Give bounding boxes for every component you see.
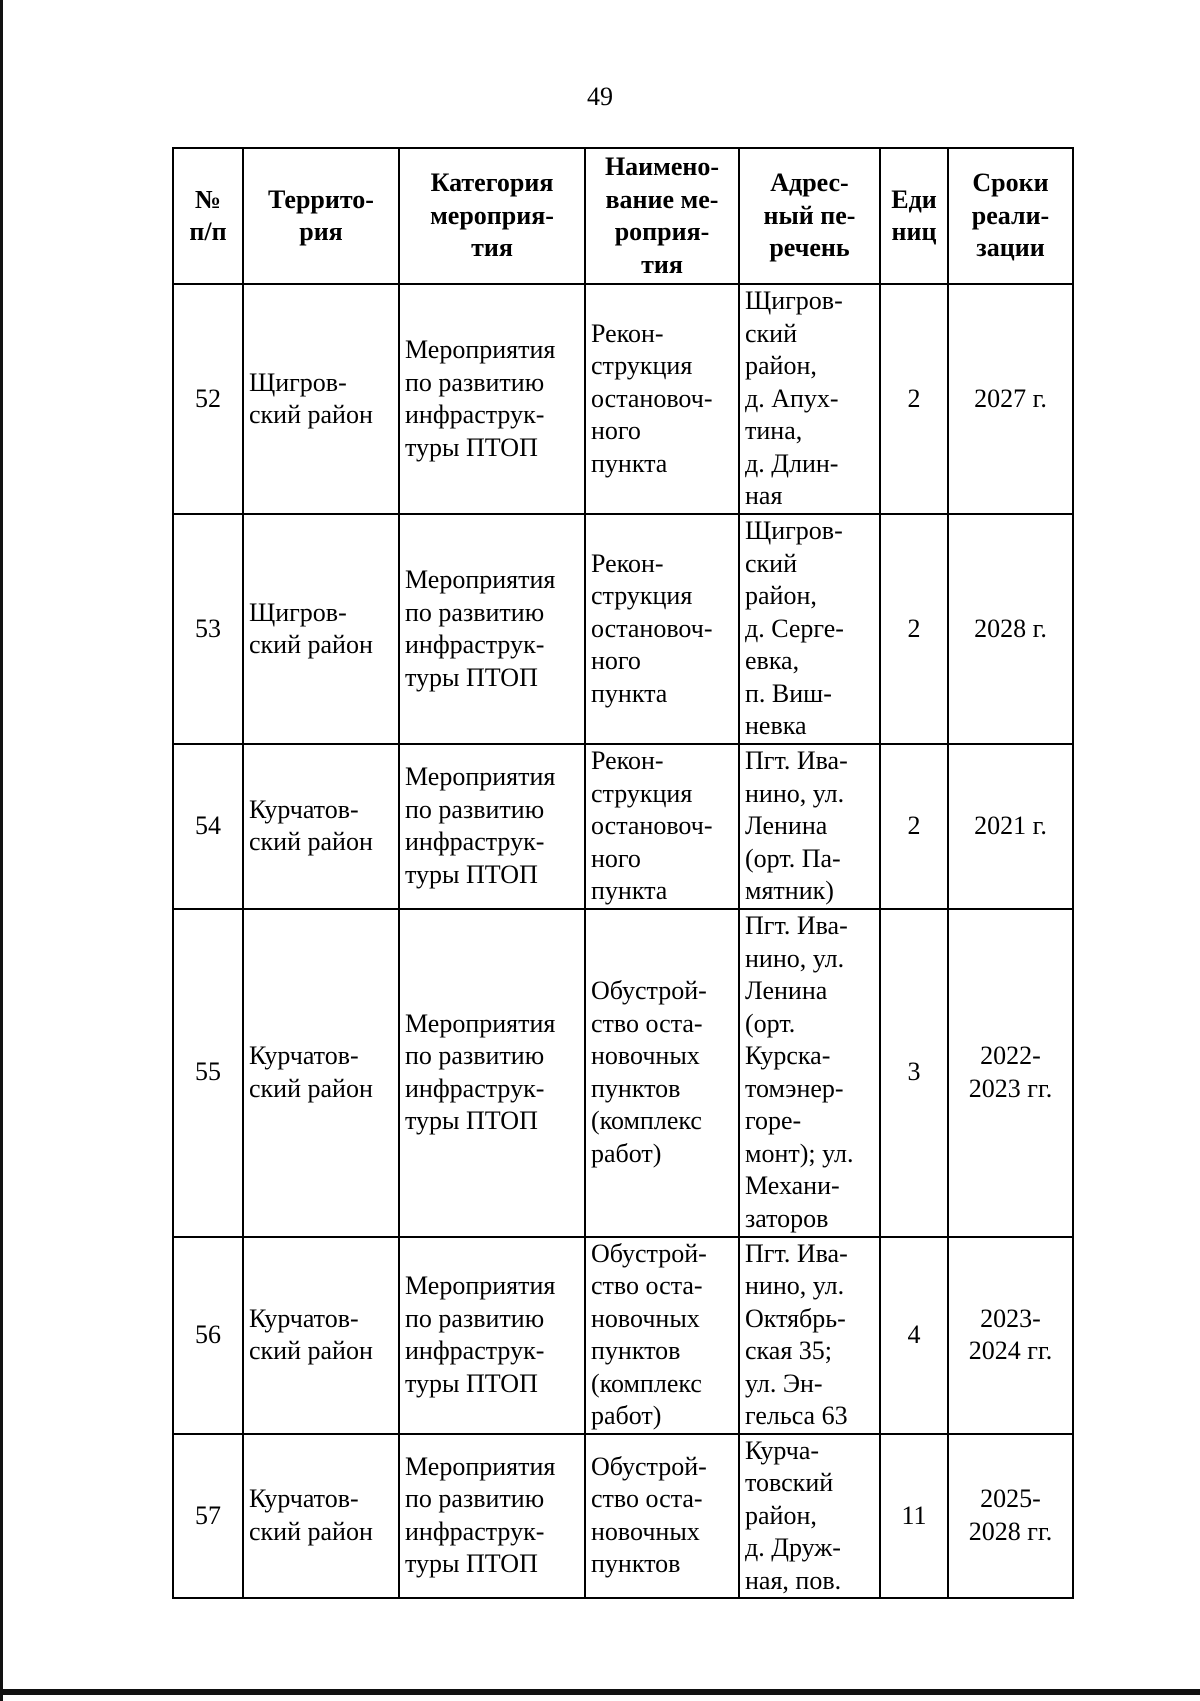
cell-category: Мероприятия по развитию инфраструк- туры ПТОП — [399, 909, 585, 1237]
cell-address: Курча- товский район, д. Друж- ная, пов. — [739, 1434, 880, 1599]
cell-term: 2027 г. — [948, 284, 1073, 514]
cell-territory: Курчатов- ский район — [243, 744, 399, 909]
cell-territory: Щигров- ский район — [243, 284, 399, 514]
header-category: Категория мероприя- тия — [399, 148, 585, 284]
cell-number: 53 — [173, 514, 243, 744]
cell-term: 2023- 2024 гг. — [948, 1237, 1073, 1434]
cell-name: Обустрой- ство оста- новочных пунктов (комплекс работ) — [585, 1237, 739, 1434]
cell-term: 2021 г. — [948, 744, 1073, 909]
header-territory: Террито- рия — [243, 148, 399, 284]
table-row — [173, 284, 1073, 514]
table-row — [173, 514, 1073, 744]
cell-territory: Курчатов- ский район — [243, 1434, 399, 1599]
cell-units: 11 — [880, 1434, 948, 1599]
cell-category: Мероприятия по развитию инфраструк- туры ПТОП — [399, 514, 585, 744]
cell-name: Обустрой- ство оста- новочных пунктов — [585, 1434, 739, 1599]
header-address: Адрес- ный пе- речень — [739, 148, 880, 284]
header-number: № п/п — [173, 148, 243, 284]
cell-address: Щигров- ский район, д. Апух- тина, д. Длин- ная — [739, 284, 880, 514]
cell-address: Пгт. Ива- нино, ул. Октябрь- ская 35; ул. Эн- гельса 63 — [739, 1237, 880, 1434]
cell-category: Мероприятия по развитию инфраструк- туры ПТОП — [399, 1434, 585, 1599]
table-row — [173, 1434, 1073, 1599]
table-row — [173, 909, 1073, 1237]
cell-units: 4 — [880, 1237, 948, 1434]
cell-name: Обустрой- ство оста- новочных пунктов (комплекс работ) — [585, 909, 739, 1237]
cell-number: 52 — [173, 284, 243, 514]
cell-number: 54 — [173, 744, 243, 909]
cell-category: Мероприятия по развитию инфраструк- туры ПТОП — [399, 284, 585, 514]
cell-units: 2 — [880, 514, 948, 744]
cell-units: 3 — [880, 909, 948, 1237]
cell-name: Рекон- струкция остановоч- ного пункта — [585, 744, 739, 909]
cell-number: 56 — [173, 1237, 243, 1434]
cell-category: Мероприятия по развитию инфраструк- туры ПТОП — [399, 1237, 585, 1434]
cell-territory: Щигров- ский район — [243, 514, 399, 744]
cell-address: Пгт. Ива- нино, ул. Ленина (орт. Па- мятник) — [739, 744, 880, 909]
table-row — [173, 744, 1073, 909]
cell-number: 57 — [173, 1434, 243, 1599]
cell-name: Рекон- струкция остановоч- ного пункта — [585, 284, 739, 514]
table-header-row — [173, 148, 1073, 284]
table-row — [173, 1237, 1073, 1434]
cell-territory: Курчатов- ский район — [243, 1237, 399, 1434]
cell-term: 2022- 2023 гг. — [948, 909, 1073, 1237]
header-name: Наимено- вание ме- роприя- тия — [585, 148, 739, 284]
measures-table — [172, 147, 1074, 1599]
cell-name: Рекон- струкция остановоч- ного пункта — [585, 514, 739, 744]
cell-term: 2025- 2028 гг. — [948, 1434, 1073, 1599]
cell-units: 2 — [880, 744, 948, 909]
header-term: Сроки реали- зации — [948, 148, 1073, 284]
cell-address: Пгт. Ива- нино, ул. Ленина (орт. Курска- томэнер- горе- монт); ул. Механи- заторов — [739, 909, 880, 1237]
scan-left-edge — [0, 0, 3, 1701]
page-number: 49 — [587, 82, 613, 111]
cell-category: Мероприятия по развитию инфраструк- туры ПТОП — [399, 744, 585, 909]
header-units: Еди ниц — [880, 148, 948, 284]
cell-number: 55 — [173, 909, 243, 1237]
cell-address: Щигров- ский район, д. Серге- евка, п. Виш- невка — [739, 514, 880, 744]
cell-units: 2 — [880, 284, 948, 514]
scan-bottom-edge — [0, 1689, 1200, 1695]
cell-territory: Курчатов- ский район — [243, 909, 399, 1237]
cell-term: 2028 г. — [948, 514, 1073, 744]
